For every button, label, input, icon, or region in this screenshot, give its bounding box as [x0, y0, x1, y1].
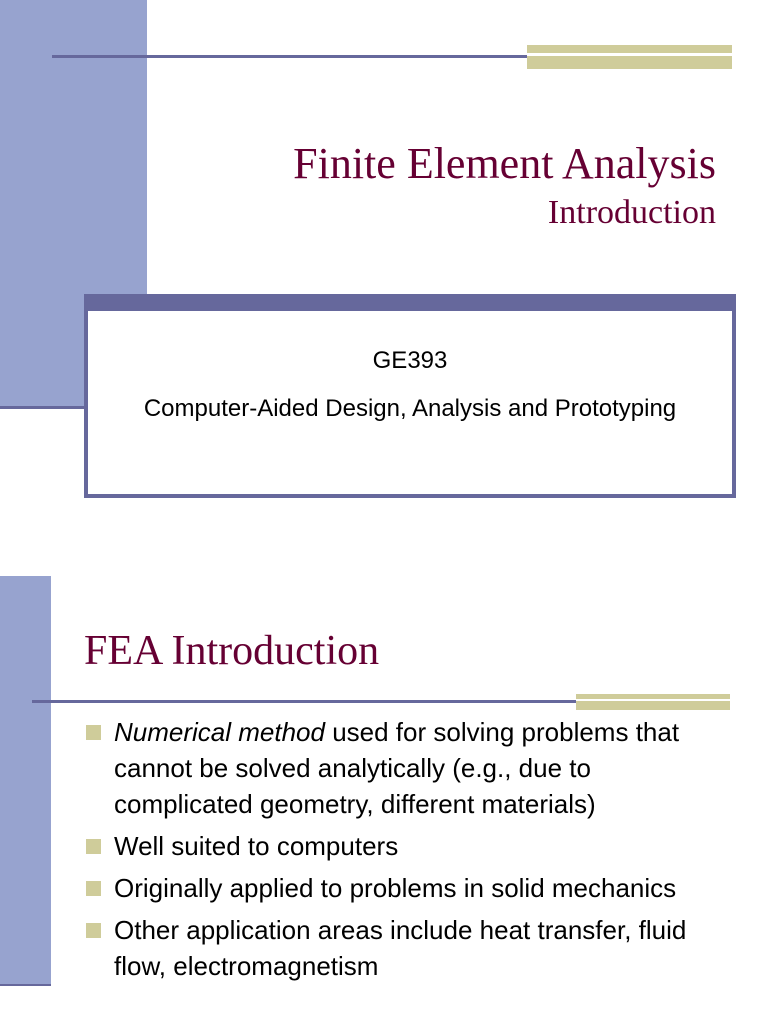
bullet-list — [86, 714, 736, 990]
square-bullet-icon — [86, 725, 101, 740]
square-bullet-icon — [86, 839, 101, 854]
course-info-box — [84, 308, 736, 498]
slide2-sidebar-panel — [0, 576, 51, 986]
square-bullet-icon — [86, 923, 101, 938]
slide1-title: Finite Element Analysis — [293, 139, 716, 188]
course-box-header-bar — [84, 294, 736, 308]
bullet-item — [86, 912, 736, 984]
slide2-accent-stripe — [576, 699, 730, 701]
slide1-sidebar-edge — [0, 406, 84, 409]
slide2-title: FEA Introduction — [84, 628, 380, 674]
bullet-item — [86, 714, 736, 822]
slide1-accent-bar — [527, 45, 732, 69]
course-code: GE393 — [372, 347, 448, 374]
bullet-emphasis: Numerical method — [114, 717, 325, 747]
bullet-text: used for solving problems that cannot be solved analytically (e.g., due to complicated geometry, different materials) — [114, 717, 680, 819]
square-bullet-icon — [86, 881, 101, 896]
slide2-sidebar-edge — [0, 984, 51, 986]
bullet-text: Other application areas include heat transfer, fluid flow, electromagnetism — [114, 915, 687, 981]
slide1-accent-stripe — [527, 53, 732, 56]
bullet-item — [86, 870, 736, 906]
slide1-subtitle: Introduction — [547, 194, 716, 231]
bullet-text: Well suited to computers — [114, 831, 399, 861]
course-name: Computer-Aided Design, Analysis and Prototyping — [143, 395, 677, 422]
bullet-item — [86, 828, 736, 864]
slide2-accent-bar — [576, 694, 730, 710]
bullet-text: Originally applied to problems in solid mechanics — [114, 873, 677, 903]
